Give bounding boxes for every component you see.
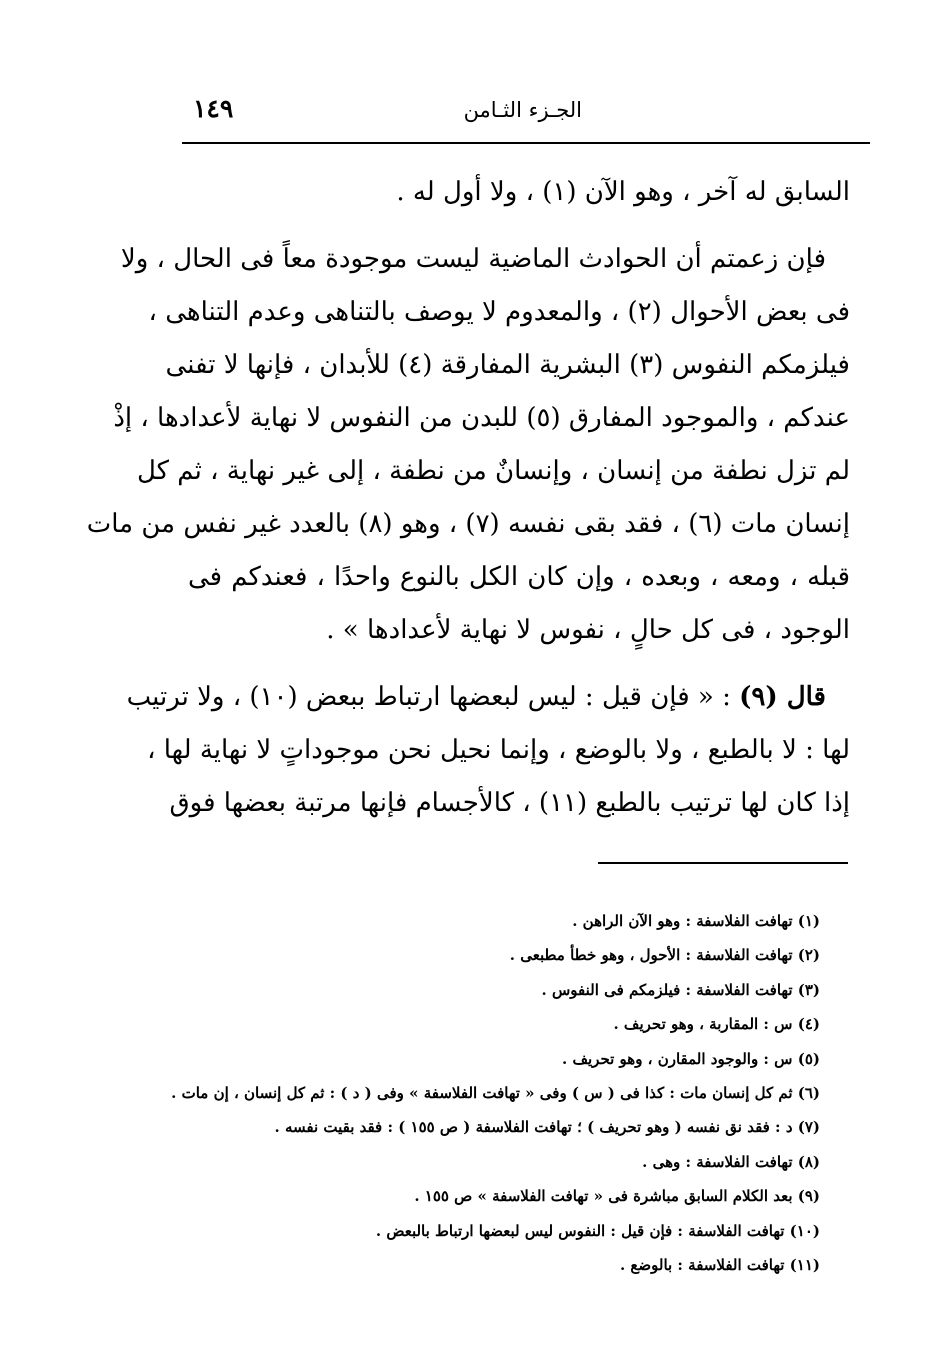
text-line: السابق له آخر ، وهو الآن (١) ، ولا أول له . xyxy=(396,177,850,207)
main-text xyxy=(86,166,850,830)
paragraph-gap xyxy=(188,219,850,233)
footnote: (٤) س : المقاربة ، وهو تحريف . xyxy=(613,1015,820,1034)
text-line: إذا كان لها ترتيب بالطبع (١١) ، كالأجسام فإنها مرتبة بعضها فوق xyxy=(169,788,850,818)
page-number: ١٤٩ xyxy=(193,94,234,123)
footnote: (٦) ثم كل إنسان مات : كذا فى ( س ) وفى « تهافت الفلاسفة » وفى ( د ) : ثم كل إنسان ، إن مات . xyxy=(171,1083,820,1102)
footnote-rule xyxy=(598,862,848,864)
text-line: الوجود ، فى كل حالٍ ، نفوس لا نهاية لأعدادها » . xyxy=(326,615,850,645)
speaker-label: قال (٩) xyxy=(739,682,826,712)
footnote: (١) تهافت الفلاسفة : وهو الآن الراهن . xyxy=(572,912,820,930)
footnote: (٥) س : والوجود المقارن ، وهو تحريف . xyxy=(562,1049,820,1068)
text-line: فى بعض الأحوال (٢) ، والمعدوم لا يوصف بالتناهى وعدم التناهى ، xyxy=(148,297,850,327)
quote-text: : « فإن قيل : ليس لبعضها ارتباط ببعض (١٠) ، ولا ترتيب xyxy=(126,682,740,712)
text-line xyxy=(126,671,850,724)
text-line: لها : لا بالطبع ، ولا بالوضع ، وإنما نحيل نحن موجوداتٍ لا نهاية لها ، xyxy=(147,735,850,765)
footnote: (٨) تهافت الفلاسفة : وهى . xyxy=(642,1152,820,1171)
text-line: لم تزل نطفة من إنسان ، وإنسانٌ من نطفة ، إلى غير نهاية ، ثم كل xyxy=(136,456,850,486)
footnote: (٢) تهافت الفلاسفة : الأحول ، وهو خطأ مطبعى . xyxy=(509,946,820,965)
footnote: (٧) د : فقد نق نفسه ( وهو تحريف ) ؛ تهافت الفلاسفة ( ص ١٥٥ ) : فقد بقيت نفسه . xyxy=(274,1118,820,1137)
text-line: قبله ، ومعه ، وبعده ، وإن كان الكل بالنوع واحدًا ، فعندكم فى xyxy=(188,562,850,592)
page-header xyxy=(185,92,850,132)
text-line: فيلزمكم النفوس (٣) البشرية المفارقة (٤) للأبدان ، فإنها لا تفنى xyxy=(165,350,850,380)
text-line: فإن زعمتم أن الحوادث الماضية ليست موجودة معاً فى الحال ، ولا xyxy=(120,244,826,274)
paragraph-gap xyxy=(188,657,850,671)
running-title: الجـزء الثـامن xyxy=(463,98,582,122)
text-line: عندكم ، والموجود المفارق (٥) للبدن من النفوس لا نهاية لأعدادها ، إذْ xyxy=(113,403,850,433)
text-line: إنسان مات (٦) ، فقد بقى نفسه (٧) ، وهو (٨) بالعدد غير نفس من مات xyxy=(86,509,850,539)
footnotes xyxy=(171,904,820,1282)
footnote: (١٠) تهافت الفلاسفة : فإن قيل : النفوس ليس لبعضها ارتباط بالبعض . xyxy=(375,1221,820,1240)
footnote: (١١) تهافت الفلاسفة : بالوضع . xyxy=(619,1255,820,1274)
footnote: (٣) تهافت الفلاسفة : فيلزمكم فى النفوس . xyxy=(541,980,820,999)
header-rule xyxy=(182,142,870,144)
footnote: (٩) بعد الكلام السابق مباشرة فى « تهافت الفلاسفة » ص ١٥٥ . xyxy=(414,1187,820,1206)
